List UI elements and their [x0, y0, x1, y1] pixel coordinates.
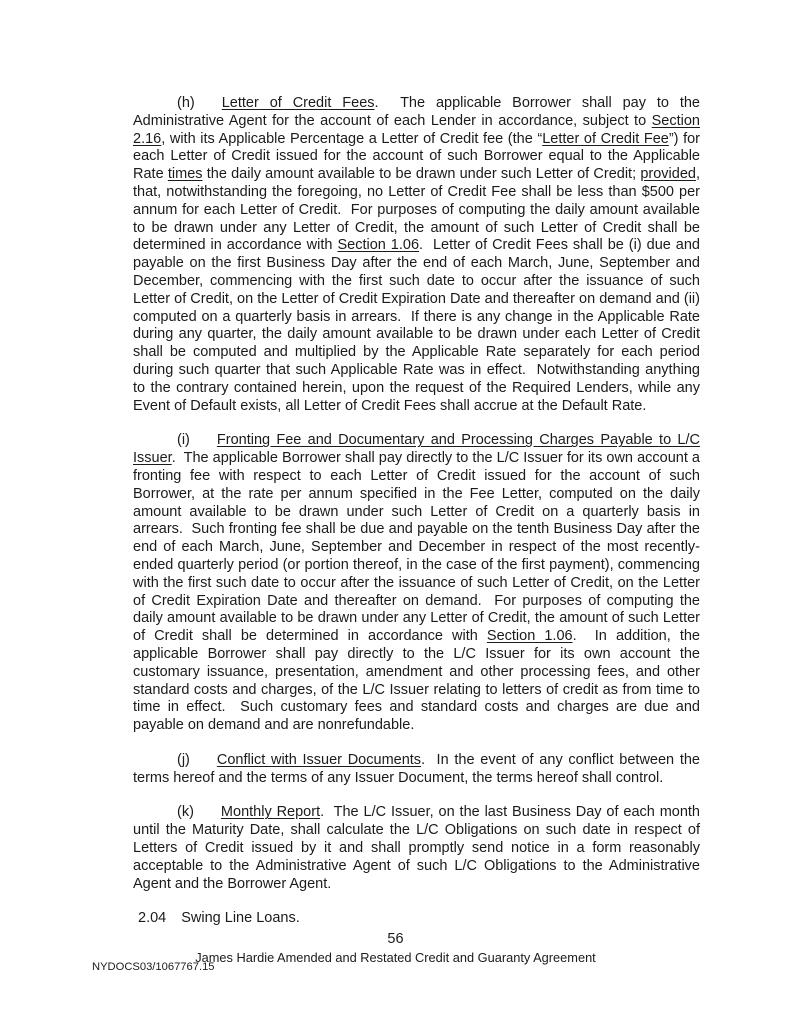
text-run: , with its Applicable Percentage a Letter of Credit fee (the “: [161, 130, 543, 147]
text-run: . In the event of any conflict between the terms hereof and the terms of any Issuer Document, the terms hereof shall control.: [133, 751, 700, 786]
underlined-text: Section 1.06: [486, 628, 573, 645]
page-number: 56: [387, 931, 404, 947]
underlined-text: Section 2.16: [133, 112, 700, 147]
text-run: (i): [177, 432, 190, 449]
section-heading-2-04: [133, 910, 700, 928]
underlined-text: Conflict with Issuer Documents: [216, 751, 422, 768]
text-run: Swing Line Loans.: [181, 910, 300, 927]
text-run: , that, notwithstanding the foregoing, no Letter of Credit Fee shall be less than $500 per annum for each Letter of Credit. For purposes of computing the daily amount available to be drawn under any Letter of Credit, the amount of such Letter of Credit shall be determined in accordance with: [133, 166, 700, 254]
underlined-text: Section 1.06: [337, 237, 420, 254]
underlined-text: Fronting Fee and Documentary and Processing Charges Payable to L/C Issuer: [133, 432, 700, 467]
text-run: (j): [177, 751, 190, 768]
footer-doc-title: James Hardie Amended and Restated Credit and Guaranty Agreement: [195, 950, 596, 965]
paragraph-k-monthly-report: [133, 804, 700, 893]
text-run: . The L/C Issuer, on the last Business Day of each month until the Maturity Date, shall calculate the L/C Obligations on such date in respect of Letters of Credit issued by it and shall promptly send notice in a form reasonably acceptable to the Administrative Agent of such L/C Obligations to the Administrative Agent and the Borrower Agent.: [133, 804, 701, 892]
text-run: 2.04: [138, 910, 167, 927]
text-run: (k): [177, 804, 194, 821]
footer-doc-id: NYDOCS03/1067767.15: [92, 961, 215, 973]
text-run: . Letter of Credit Fees shall be (i) due and payable on the first Business Day after the end of each March, June, September and December, commencing with the first such date to occur after the issuance of such Letter of Credit, on the Letter of Credit Expiration Date and thereafter on demand and (ii) computed on a quarterly basis in arrears. If there is any change in the Applicable Rate during any quarter, the daily amount available to be drawn under each Letter of Credit shall be computed and multiplied by the Applicable Rate separately for each period during such quarter that such Applicable Rate was in effect. Notwithstanding anything to the contrary contained herein, upon the request of the Required Lenders, while any Event of Default exists, all Letter of Credit Fees shall accrue at the Default Rate.: [133, 237, 700, 414]
underlined-text: provided: [640, 166, 696, 183]
underlined-text: Letter of Credit Fees: [221, 95, 375, 111]
text-run: (h): [177, 95, 195, 111]
text-run: ”) for each Letter of Credit issued for the account of such Borrower equal to the Applicable Rate: [133, 130, 700, 183]
paragraph-h-letter-of-credit-fees: [133, 95, 700, 415]
underlined-text: times: [167, 166, 203, 183]
text-run: . The applicable Borrower shall pay directly to the L/C Issuer for its own account a fronting fee with respect to each Letter of Credit issued for the account of such Borrower, at the rate per annum specified in the Fee Letter, computed on the daily amount available to be drawn under such Letter of Credit on a quarterly basis in arrears. Such fronting fee shall be due and payable on the tenth Business Day after the end of each March, June, September and December in respect of the most recently-ended quarterly period (or portion thereof, in the case of the first payment), commencing with the first such date to occur after the issuance of such Letter of Credit, on the Letter of Credit Expiration Date and thereafter on demand. For purposes of computing the daily amount available to be drawn under any Letter of Credit, the amount of such Letter of Credit shall be determined in accordance with: [133, 450, 700, 645]
text-run: the daily amount available to be drawn under such Letter of Credit;: [202, 166, 641, 183]
text-run: . In addition, the applicable Borrower shall pay directly to the L/C Issuer for its own account the customary issuance, presentation, amendment and other processing fees, and other standard costs and charges, of the L/C Issuer relating to letters of credit as from time to time in effect. Such customary fees and standard costs and charges are due and payable on demand and are nonrefundable.: [133, 628, 700, 734]
underlined-text: Letter of Credit Fee: [542, 130, 669, 147]
text-run: . The applicable Borrower shall pay to the Administrative Agent for the account of each Lender in accordance, subject to: [133, 95, 700, 129]
paragraph-i-fronting-fee: [133, 432, 700, 735]
underlined-text: Monthly Report: [220, 804, 321, 821]
document-body: [133, 95, 700, 928]
paragraph-j-conflict-with-issuer-documents: [133, 752, 700, 788]
